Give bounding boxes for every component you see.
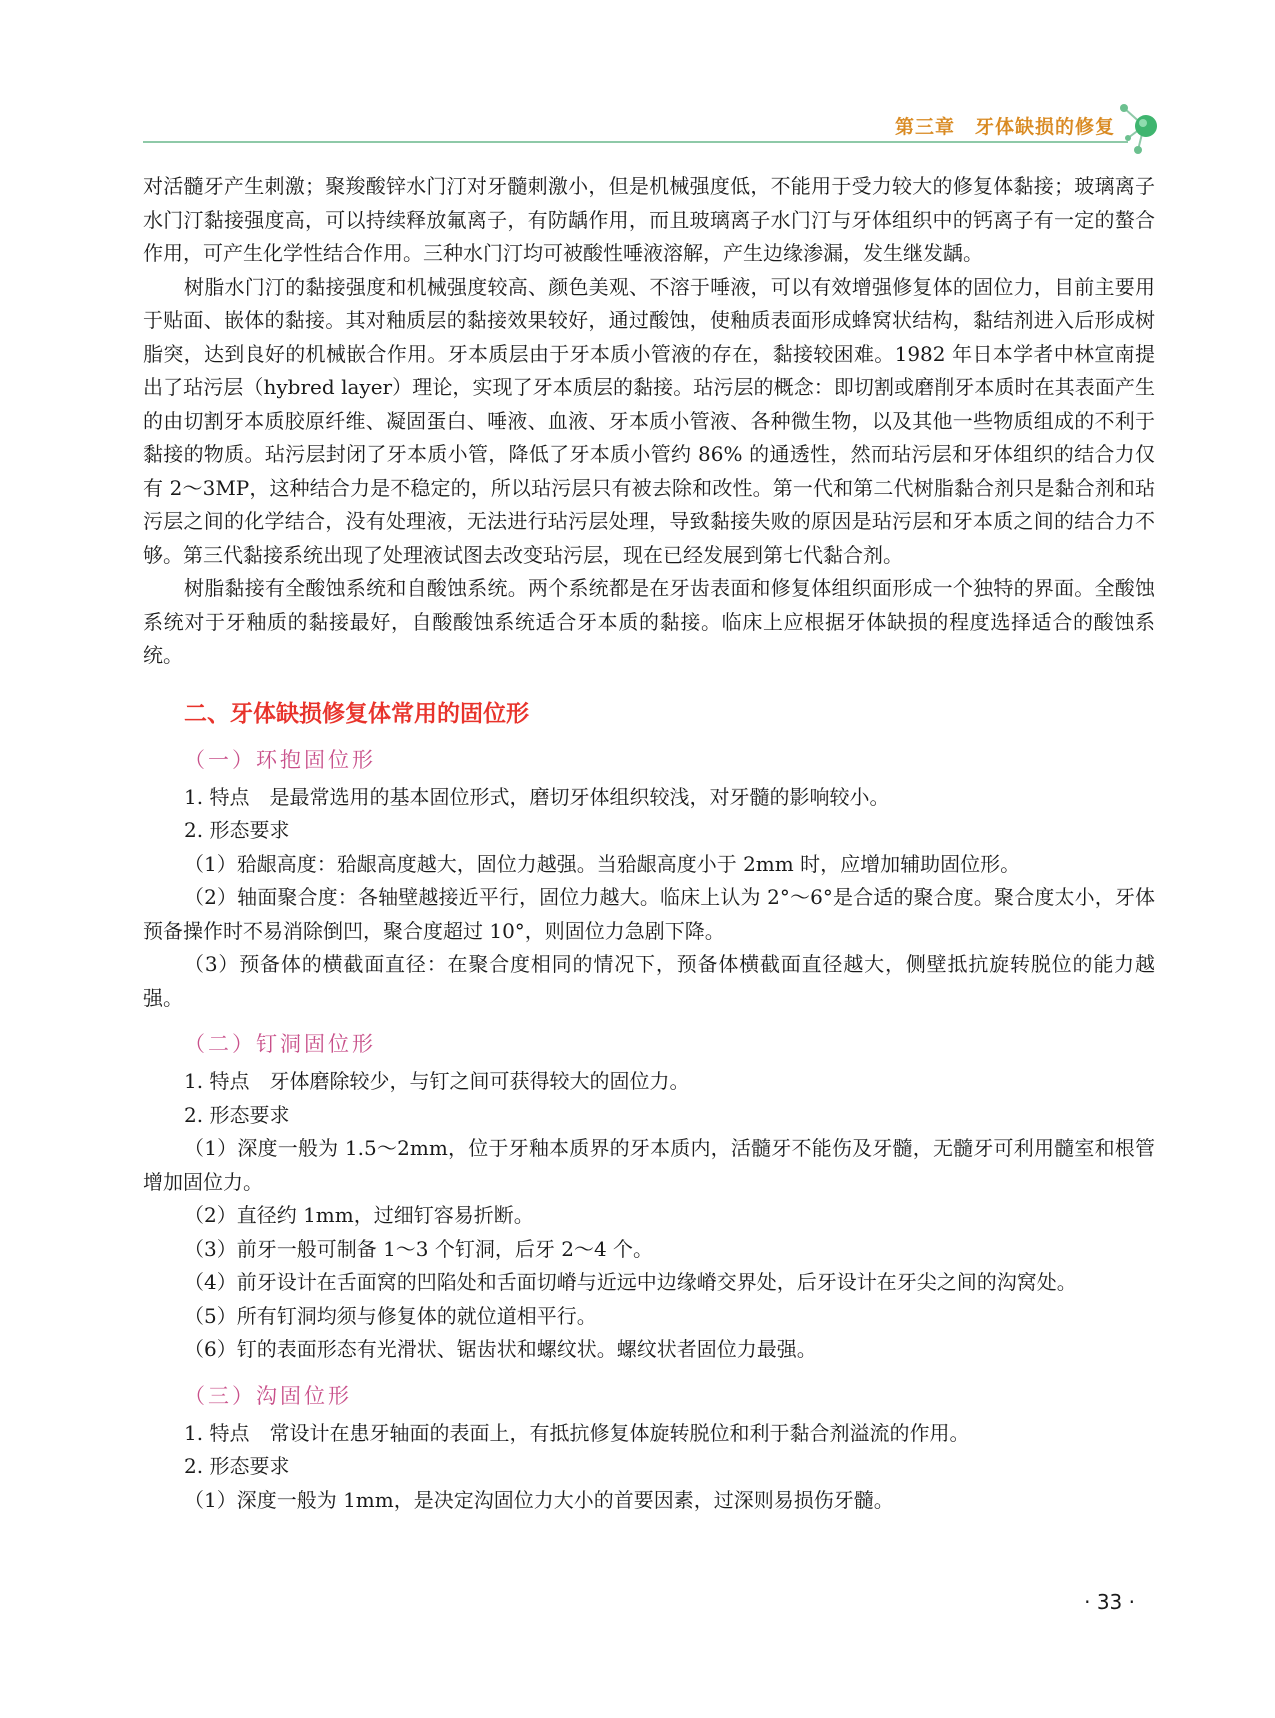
molecule-icon — [1110, 98, 1170, 158]
requirement-heading: 2. 形态要求 — [184, 1454, 290, 1478]
list-item: （4）前牙设计在舌面窝的凹陷处和舌面切嵴与近远中边缘嵴交界处，后牙设计在牙尖之间的沟窝处。 — [184, 1270, 1077, 1294]
list-item: （1）深度一般为 1mm，是决定沟固位力大小的首要因素，过深则易损伤牙髓。 — [184, 1487, 894, 1512]
item-text: 牙体磨除较少，与钉之间可获得较大的固位力。 — [269, 1069, 690, 1093]
header-rule — [143, 141, 1128, 143]
list-item: （6）钉的表面形态有光滑状、锯齿状和螺纹状。螺纹状者固位力最强。 — [184, 1337, 817, 1361]
feature-item — [143, 781, 1155, 815]
subsection-heading: （二）钉洞固位形 — [184, 1032, 376, 1056]
list-item: （1）𬌗龈高度：𬌗龈高度越大，固位力越强。当𬌗龈高度小于 2mm 时，应增加辅助固位形。 — [184, 851, 1021, 876]
list-item: （2）轴面聚合度：各轴壁越接近平行，固位力越大。临床上认为 2°～6°是合适的聚合度。聚合度太小，牙体预备操作时不易消除倒凹，聚合度超过 10°，则固位力急剧下降。 — [143, 885, 1155, 943]
list-item: （2）直径约 1mm，过细钉容易折断。 — [184, 1203, 534, 1227]
page-header — [0, 0, 1275, 150]
list-item: （5）所有钉洞均须与修复体的就位道相平行。 — [184, 1303, 597, 1328]
requirement-heading: 2. 形态要求 — [184, 818, 290, 842]
body-paragraph: 树脂水门汀的黏接强度和机械强度较高、颜色美观、不溶于唾液，可以有效增强修复体的固位力，目前主要用于贴面、嵌体的黏接。其对釉质层的黏接效果较好，通过酸蚀，使釉质表面形成蜂窝状结构，黏结剂进入后形成树脂突，达到良好的机械嵌合作用。牙本质层由于牙本质小管液的存在，黏接较困难。1982 年日本学者中林宣南提出了玷污层（hybred layer）理论，实现了牙本质层的黏接。玷污层的概念：即切割或磨削牙本质时在其表面产生的由切割牙本质胶原纤维、凝固蛋白、唾液、血液、牙本质小管液、各种微生物，以及其他一些物质组成的不利于黏接的物质。玷污层封闭了牙本质小管，降低了牙本质小管约 86% 的通透性，然而玷污层和牙体组织的结合力仅有 2～3MP，这种结合力是不稳定的，所以玷污层只有被去除和改性。第一代和第二代树脂黏合剂只是黏合剂和玷污层之间的化学结合，没有处理液，无法进行玷污层处理，导致黏接失败的原因是玷污层和牙本质之间的结合力不够。第三代黏接系统出现了处理液试图去改变玷污层，现在已经发展到第七代黏合剂。 — [143, 274, 1155, 567]
body-paragraph: 树脂黏接有全酸蚀系统和自酸蚀系统。两个系统都是在牙齿表面和修复体组织面形成一个独特的界面。全酸蚀系统对于牙釉质的黏接最好，自酸酸蚀系统适合牙本质的黏接。临床上应根据牙体缺损的程度选择适合的酸蚀系统。 — [143, 576, 1155, 667]
section-heading: 二、牙体缺损修复体常用的固位形 — [184, 700, 529, 727]
feature-item — [143, 1065, 1155, 1099]
requirement-heading: 2. 形态要求 — [184, 1102, 290, 1127]
page-number: · 33 · — [1084, 1590, 1135, 1614]
item-text: 是最常选用的基本固位形式，磨切牙体组织较浅，对牙髓的影响较小。 — [269, 784, 890, 809]
item-label: 1. 特点 — [184, 1069, 250, 1093]
item-label: 1. 特点 — [184, 784, 250, 809]
item-label: 1. 特点 — [184, 1420, 250, 1445]
list-item: （3）前牙一般可制备 1～3 个钉洞，后牙 2～4 个。 — [184, 1236, 654, 1261]
subsection-heading: （一）环抱固位形 — [184, 747, 376, 772]
subsection-heading: （三）沟固位形 — [184, 1383, 352, 1408]
list-item: （3）预备体的横截面直径：在聚合度相同的情况下，预备体横截面直径越大，侧壁抵抗旋转脱位的能力越强。 — [143, 952, 1155, 1010]
chapter-title: 第三章 牙体缺损的修复 — [894, 116, 1115, 138]
list-item: （1）深度一般为 1.5～2mm，位于牙釉本质界的牙本质内，活髓牙不能伤及牙髓，无髓牙可利用髓室和根管增加固位力。 — [143, 1136, 1155, 1194]
feature-item — [143, 1417, 1155, 1451]
body-paragraph: 对活髓牙产生刺激；聚羧酸锌水门汀对牙髓刺激小，但是机械强度低，不能用于受力较大的修复体黏接；玻璃离子水门汀黏接强度高，可以持续释放氟离子，有防龋作用，而且玻璃离子水门汀与牙体组织中的钙离子有一定的螯合作用，可产生化学性结合作用。三种水门汀均可被酸性唾液溶解，产生边缘渗漏，发生继发龋。 — [143, 174, 1155, 265]
item-text: 常设计在患牙轴面的表面上，有抵抗修复体旋转脱位和利于黏合剂溢流的作用。 — [269, 1420, 970, 1445]
page-content — [143, 170, 1155, 1517]
